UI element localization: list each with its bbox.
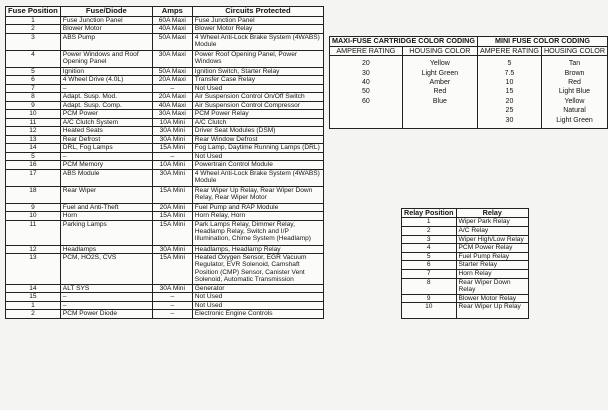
mini-color-cell: Light Green [541,116,607,129]
table-row [6,127,324,136]
fuse-diode-cell: PCM Power [60,110,152,119]
table-row [6,152,324,161]
relay-position-cell: 2 [402,227,457,236]
circuits-protected-cell: Heated Oxygen Sensor, EGR Vacuum Regulator, EVR Solenoid, Camshaft Position (CMP) Sensor, Canister Vent Solenoid, Automatic Transmission [192,254,323,285]
table-row [402,278,529,294]
fuse-diode-cell: Adapt. Susp. Mod. [60,93,152,102]
mini-color-cell: Natural [541,106,607,115]
mini-rating-cell: 25 [477,106,541,115]
circuits-protected-cell: Air Suspension Control On/Off Switch [192,93,323,102]
relay-name-cell: Blower Motor Relay [456,294,528,303]
fuse-position-cell: 1 [6,301,61,310]
fuse-position-cell: 14 [6,284,61,293]
circuits-protected-cell: Not Used [192,293,323,302]
circuits-protected-cell: Driver Seat Modules (DSM) [192,127,323,136]
fuse-diode-cell: 4 Wheel Drive (4.0L) [60,76,152,85]
table-row [6,93,324,102]
fuse-position-cell: 10 [6,110,61,119]
table-row [6,84,324,93]
table-row [6,144,324,153]
circuits-protected-cell: Fuel Pump and RAP Module [192,203,323,212]
fuse-position-cell: 9 [6,203,61,212]
circuits-protected-cell: Not Used [192,152,323,161]
mini-rating-cell: 20 [477,97,541,106]
amps-cell: – [152,84,192,93]
fuse-diode-cell: ABS Module [60,169,152,186]
amps-cell: 60A Maxi [152,16,192,25]
table-row [402,227,529,236]
table-row [6,301,324,310]
fuse-position-cell: 5 [6,67,61,76]
mini-rating-cell: 10 [477,78,541,87]
table-row [6,284,324,293]
circuits-protected-cell: Rear Window Defrost [192,135,323,144]
fuse-table-header [6,7,324,17]
fuse-diode-cell: Fuse Junction Panel [60,16,152,25]
maxi-rating-header: AMPERE RATING [330,46,403,56]
table-row [402,294,529,303]
mini-color-cell: Brown [541,69,607,78]
maxi-fuse-title: MAXI-FUSE CARTRIDGE COLOR CODING [330,37,478,47]
table-row [402,303,529,319]
fuse-position-cell: 10 [6,212,61,221]
fuse-position-cell: 5 [6,152,61,161]
maxi-color-header: HOUSING COLOR [402,46,477,56]
maxi-rating-cell: 40 [330,78,403,87]
table-row [6,76,324,85]
amps-cell: – [152,293,192,302]
fuse-position-cell: 11 [6,220,61,245]
circuits-protected-cell: Ignition Switch, Starter Relay [192,67,323,76]
fuse-diode-cell: ALT SYS [60,284,152,293]
fuse-position-cell: 15 [6,293,61,302]
header-relay-position: Relay Position [402,209,457,218]
fuse-position-cell: 8 [6,93,61,102]
fuse-position-cell: 13 [6,135,61,144]
relay-position-cell: 8 [402,278,457,294]
fuse-diode-cell: Heated Seats [60,127,152,136]
mini-rating-header: AMPERE RATING [477,46,541,56]
circuits-protected-cell: 4 Wheel Anti-Lock Brake System (4WABS) Module [192,33,323,50]
amps-cell: 50A Maxi [152,33,192,50]
table-row [6,203,324,212]
fuse-position-cell: 3 [6,33,61,50]
maxi-color-cell: Red [402,87,477,96]
relay-name-cell: Rear Wiper Up Relay [456,303,528,319]
table-row [6,16,324,25]
relay-name-cell: Rear Wiper Down Relay [456,278,528,294]
amps-cell: 15A Mini [152,254,192,285]
empty-cell [402,116,477,129]
amps-cell: 15A Mini [152,220,192,245]
table-row [330,106,608,115]
fuse-diode-cell: Adapt. Susp. Comp. [60,101,152,110]
table-row [6,169,324,186]
fuse-diode-cell: Blower Motor [60,25,152,34]
table-row [6,33,324,50]
empty-cell [330,106,403,115]
maxi-color-cell: Light Green [402,69,477,78]
circuits-protected-cell: Not Used [192,84,323,93]
table-row [6,118,324,127]
relay-name-cell: Starter Relay [456,261,528,270]
fuse-diode-cell: – [60,301,152,310]
fuse-table [5,6,324,319]
table-row [6,161,324,170]
circuits-protected-cell: A/C Clutch [192,118,323,127]
table-row [402,269,529,278]
maxi-rating-cell: 20 [330,56,403,69]
fuse-diode-cell: Parking Lamps [60,220,152,245]
fuse-position-cell: 11 [6,118,61,127]
fuse-diode-cell: – [60,152,152,161]
relay-name-cell: Horn Relay [456,269,528,278]
circuits-protected-cell: Horn Relay, Horn [192,212,323,221]
maxi-color-cell: Blue [402,97,477,106]
amps-cell: 20A Mini [152,203,192,212]
table-row [6,220,324,245]
circuits-protected-cell: Powertrain Control Module [192,161,323,170]
header-fuse-position: Fuse Position [6,7,61,17]
table-row [402,261,529,270]
maxi-color-cell: Yellow [402,56,477,69]
fuse-position-cell: 2 [6,25,61,34]
table-row [6,110,324,119]
fuse-diode-cell: PCM Power Diode [60,310,152,319]
relay-position-cell: 6 [402,261,457,270]
circuits-protected-cell: Fog Lamp, Daytime Running Lamps (DRL) [192,144,323,153]
amps-cell: 30A Mini [152,245,192,254]
relay-position-cell: 4 [402,244,457,253]
circuits-protected-cell: Not Used [192,301,323,310]
circuits-protected-cell: Fuse Junction Panel [192,16,323,25]
circuits-protected-cell: Blower Motor Relay [192,25,323,34]
table-row [402,244,529,253]
fuse-position-cell: 13 [6,254,61,285]
relay-position-cell: 1 [402,218,457,227]
amps-cell: 15A Mini [152,212,192,221]
fuse-position-cell: 1 [6,16,61,25]
table-row [6,310,324,319]
relay-position-cell: 9 [402,294,457,303]
mini-color-cell: Red [541,78,607,87]
circuits-protected-cell: Headlamps, Headlamp Relay [192,245,323,254]
maxi-rating-cell: 60 [330,97,403,106]
circuits-protected-cell: Park Lamps Relay, Dimmer Relay, Headlamp Relay, Switch and I/P Illumination, Chime System (Headlamp) [192,220,323,245]
amps-cell: 30A Maxi [152,50,192,67]
mini-rating-cell: 5 [477,56,541,69]
amps-cell: 20A Maxi [152,93,192,102]
fuse-diode-cell: PCM Memory [60,161,152,170]
table-row [402,235,529,244]
table-row [330,97,608,106]
amps-cell: 50A Maxi [152,67,192,76]
circuits-protected-cell: Power Roof Opening Panel, Power Windows [192,50,323,67]
maxi-rating-cell: 50 [330,87,403,96]
table-row [6,50,324,67]
fuse-position-cell: 6 [6,76,61,85]
relay-position-cell: 7 [402,269,457,278]
fuse-position-cell: 4 [6,50,61,67]
table-row [6,67,324,76]
fuse-position-cell: 12 [6,127,61,136]
table-row [330,116,608,129]
header-amps: Amps [152,7,192,17]
circuits-protected-cell: Air Suspension Control Compressor [192,101,323,110]
amps-cell: – [152,301,192,310]
fuse-diode-cell: A/C Clutch System [60,118,152,127]
fuse-diode-cell: Rear Wiper [60,186,152,203]
amps-cell: 30A Mini [152,127,192,136]
header-fuse-diode: Fuse/Diode [60,7,152,17]
color-coding-table [329,36,608,129]
circuits-protected-cell: Generator [192,284,323,293]
fuse-position-cell: 17 [6,169,61,186]
amps-cell: – [152,152,192,161]
amps-cell: 30A Mini [152,284,192,293]
mini-color-cell: Light Blue [541,87,607,96]
table-row [6,135,324,144]
fuse-position-cell: 7 [6,84,61,93]
mini-rating-cell: 30 [477,116,541,129]
table-row [6,245,324,254]
fuse-diode-cell: Ignition [60,67,152,76]
amps-cell: 30A Mini [152,169,192,186]
table-row [402,218,529,227]
fuse-diode-cell: PCM, HO2S, CVS [60,254,152,285]
table-row [330,78,608,87]
relay-name-cell: Wiper High/Low Relay [456,235,528,244]
fuse-diode-cell: – [60,84,152,93]
fuse-position-cell: 16 [6,161,61,170]
amps-cell: 40A Maxi [152,25,192,34]
table-row [402,252,529,261]
fuse-diode-cell: Power Windows and Roof Opening Panel [60,50,152,67]
relay-name-cell: PCM Power Relay [456,244,528,253]
fuse-diode-cell: – [60,293,152,302]
relay-table [401,208,529,319]
relay-position-cell: 5 [402,252,457,261]
amps-cell: 40A Maxi [152,101,192,110]
circuits-protected-cell: Transfer Case Relay [192,76,323,85]
fuse-diode-cell: DRL, Fog Lamps [60,144,152,153]
amps-cell: 20A Maxi [152,76,192,85]
fuse-position-cell: 18 [6,186,61,203]
empty-cell [330,116,403,129]
circuits-protected-cell: Electronic Engine Controls [192,310,323,319]
relay-name-cell: Fuel Pump Relay [456,252,528,261]
mini-color-cell: Yellow [541,97,607,106]
amps-cell: 30A Mini [152,135,192,144]
circuits-protected-cell: PCM Power Relay [192,110,323,119]
circuits-protected-cell: Rear Wiper Up Relay, Rear Wiper Down Relay, Rear Wiper Motor [192,186,323,203]
header-circuits-protected: Circuits Protected [192,7,323,17]
relay-position-cell: 3 [402,235,457,244]
fuse-diode-cell: Horn [60,212,152,221]
fuse-position-cell: 9 [6,101,61,110]
mini-rating-cell: 15 [477,87,541,96]
mini-rating-cell: 7.5 [477,69,541,78]
table-row [6,212,324,221]
amps-cell: – [152,310,192,319]
table-row [6,293,324,302]
table-row [6,254,324,285]
amps-cell: 15A Mini [152,144,192,153]
fuse-diode-cell: Fuel and Anti-Theft [60,203,152,212]
fuse-diode-cell: Headlamps [60,245,152,254]
fuse-position-cell: 12 [6,245,61,254]
empty-cell [402,106,477,115]
amps-cell: 10A Mini [152,161,192,170]
fuse-position-cell: 2 [6,310,61,319]
table-row [6,101,324,110]
mini-fuse-title: MINI FUSE COLOR CODING [477,37,607,47]
amps-cell: 15A Mini [152,186,192,203]
amps-cell: 30A Maxi [152,110,192,119]
relay-name-cell: A/C Relay [456,227,528,236]
amps-cell: 10A Mini [152,118,192,127]
maxi-color-cell: Amber [402,78,477,87]
fuse-diode-cell: ABS Pump [60,33,152,50]
maxi-rating-cell: 30 [330,69,403,78]
table-row [6,25,324,34]
circuits-protected-cell: 4 Wheel Anti-Lock Brake System (4WABS) Module [192,169,323,186]
table-row [330,87,608,96]
mini-color-header: HOUSING COLOR [541,46,607,56]
relay-name-cell: Wiper Park Relay [456,218,528,227]
table-row [330,69,608,78]
header-relay: Relay [456,209,528,218]
fuse-position-cell: 14 [6,144,61,153]
fuse-diode-cell: Rear Defrost [60,135,152,144]
table-row [6,186,324,203]
mini-color-cell: Tan [541,56,607,69]
table-row [330,56,608,69]
relay-position-cell: 10 [402,303,457,319]
